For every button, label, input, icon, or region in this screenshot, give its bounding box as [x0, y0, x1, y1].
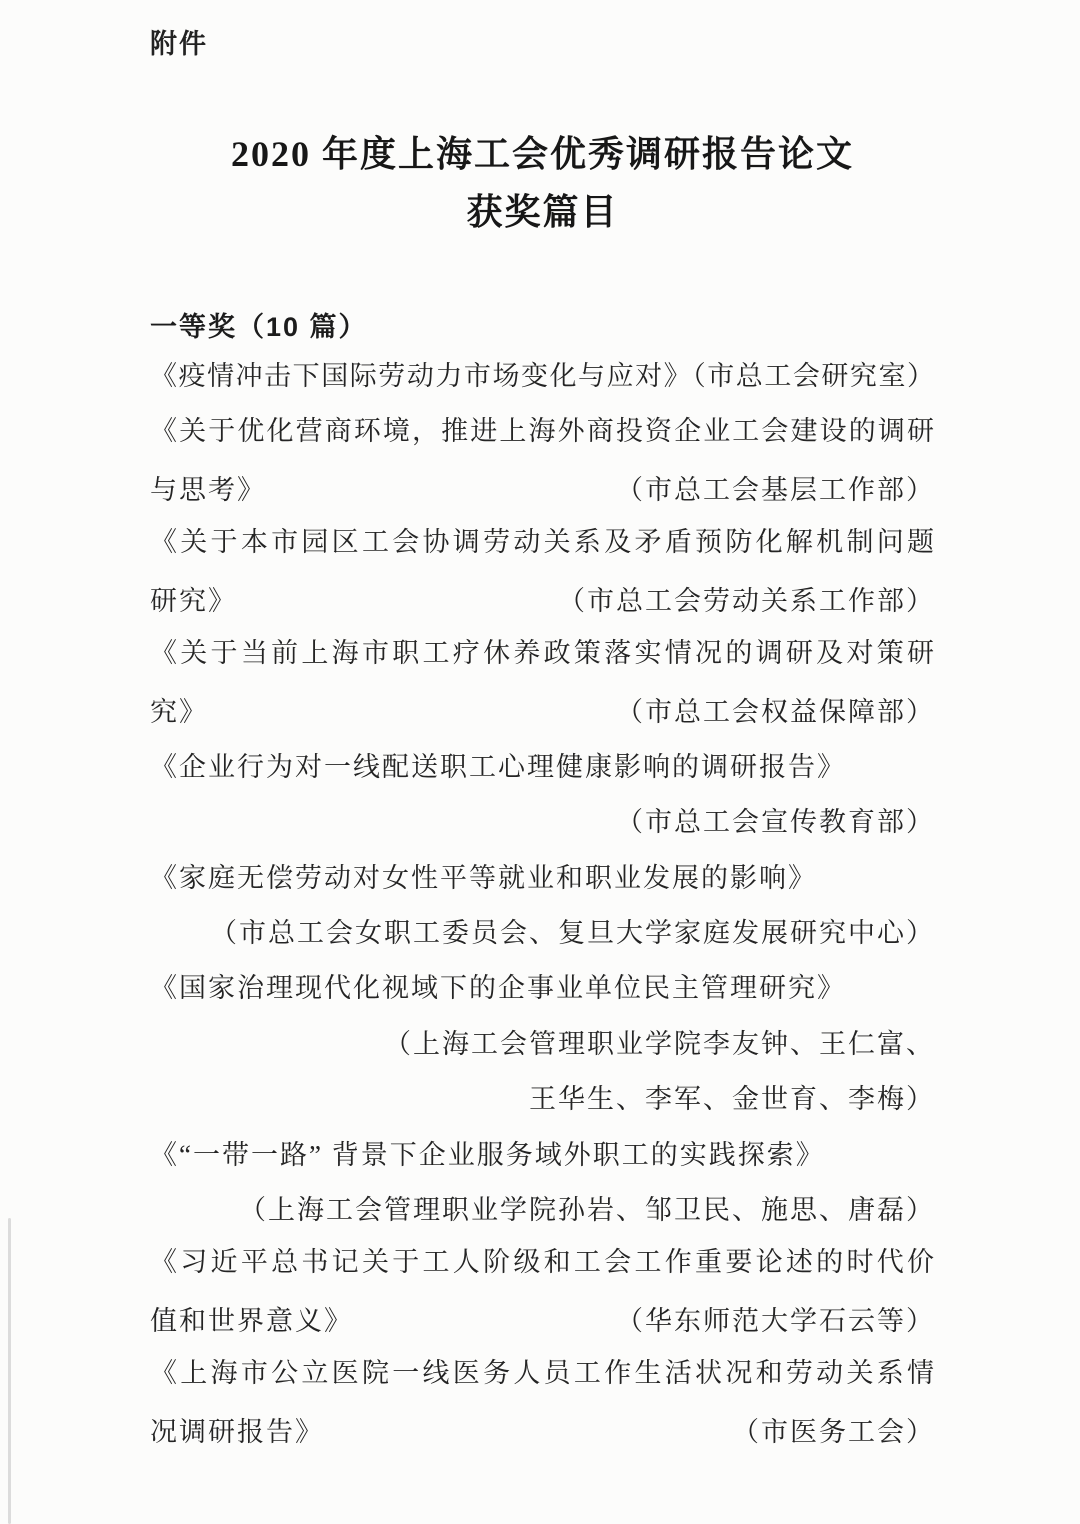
report-title-fragment: 究》 [150, 696, 208, 727]
report-title-fragment: 况调研报告》 [150, 1416, 324, 1447]
report-line [150, 1291, 935, 1346]
report-authors: 王华生、李军、金世育、李梅） [529, 1084, 935, 1115]
report-line [150, 571, 935, 626]
report-org: （市总工会宣传教育部） [616, 807, 935, 838]
report-line [150, 349, 935, 404]
document-title-line1: 2020 年度上海工会优秀调研报告论文 [230, 134, 854, 174]
report-title-fragment: 《关于当前上海市职工疗休养政策落实情况的调研及对策研 [150, 637, 935, 668]
report-org: （市总工会基层工作部） [616, 474, 935, 505]
report-org: （市医务工会） [732, 1416, 935, 1447]
report-title-fragment: 《关于本市园区工会协调劳动关系及矛盾预防化解机制问题 [150, 527, 935, 558]
report-line [150, 1014, 935, 1069]
report-title-fragment: 《关于优化营商环境，推进上海外商投资企业工会建设的调研 [150, 416, 935, 447]
report-line [150, 737, 935, 792]
report-authors: （上海工会管理职业学院李友钟、王仁富、 [384, 1028, 935, 1059]
report-title: 《国家治理现代化视域下的企事业单位民主管理研究》 [150, 973, 846, 1004]
report-line [150, 848, 935, 903]
award-list [150, 349, 935, 1457]
report-title-fragment: 研究》 [150, 585, 237, 616]
report-title-fragment: 与思考》 [150, 474, 266, 505]
report-title-fragment: 《习近平总书记关于工人阶级和工会工作重要论述的时代价 [150, 1247, 935, 1278]
report-line [150, 1235, 935, 1290]
document-title [150, 125, 935, 241]
report-org: （市总工会劳动关系工作部） [558, 585, 935, 616]
report-line [150, 1401, 935, 1456]
report-line [150, 460, 935, 515]
report-line [150, 404, 935, 459]
report-line [150, 1069, 935, 1124]
report-line [150, 958, 935, 1013]
report-title: 《家庭无偿劳动对女性平等就业和职业发展的影响》 [150, 862, 817, 893]
report-org: （华东师范大学石云等） [616, 1305, 935, 1336]
report-line [150, 1124, 935, 1179]
attachment-label: 附件 [150, 29, 208, 59]
report-org: （市总工会权益保障部） [616, 696, 935, 727]
report-authors: （上海工会管理职业学院孙岩、邹卫民、施思、唐磊） [239, 1195, 935, 1226]
scan-edge-artifact [8, 1218, 11, 1524]
report-title-fragment: 值和世界意义》 [150, 1305, 353, 1336]
report-line [150, 1180, 935, 1235]
document-title-line2: 获奖篇目 [466, 192, 619, 232]
report-line [150, 903, 935, 958]
section-heading-first-prize: 一等奖（10 篇） [150, 311, 368, 342]
report-line [150, 515, 935, 570]
report-title: 《企业行为对一线配送职工心理健康影响的调研报告》 [150, 751, 846, 782]
report-line [150, 681, 935, 736]
report-line [150, 626, 935, 681]
report-line [150, 1346, 935, 1401]
report-title-fragment: 《上海市公立医院一线医务人员工作生活状况和劳动关系情 [150, 1358, 935, 1389]
report-line [150, 792, 935, 847]
report-title: 《“一带一路” 背景下企业服务域外职工的实践探索》 [150, 1139, 825, 1170]
report-org: （市总工会女职工委员会、复旦大学家庭发展研究中心） [210, 918, 935, 949]
report-title-and-org: 《疫情冲击下国际劳动力市场变化与应对》（市总工会研究室） [150, 361, 935, 391]
